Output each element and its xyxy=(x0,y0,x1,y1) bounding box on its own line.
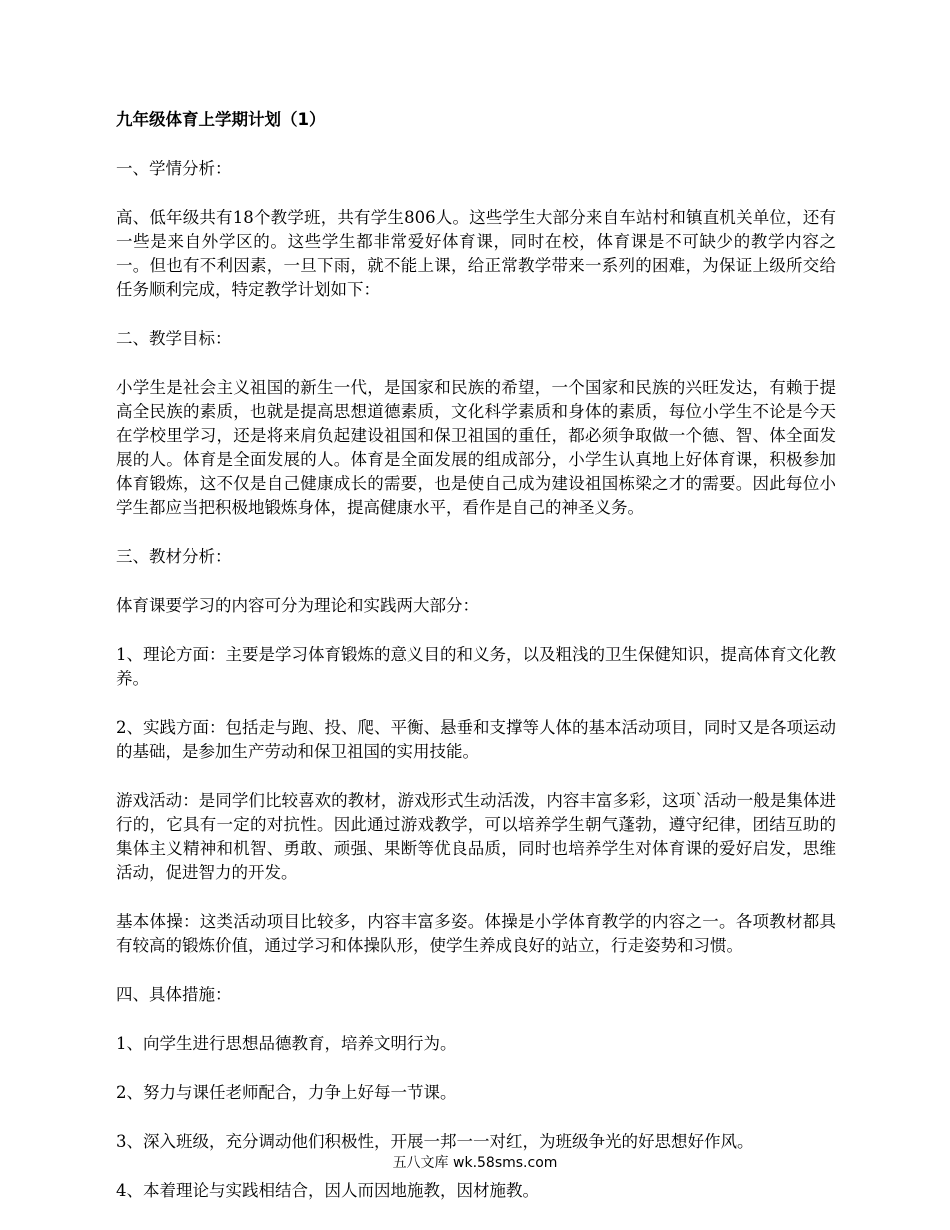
document-title: 九年级体育上学期计划（1） xyxy=(116,110,326,129)
list-item: 3、深入班级，充分调动他们积极性，开展一邦一一对红，为班级争光的好思想好作风。 xyxy=(116,1132,754,1151)
paragraph-games: 游戏活动：是同学们比较喜欢的教材，游戏形式生动活泼，内容丰富多彩，这项`活动一般是集体进行的，它具有一定的对抗性。因此通过游戏教学，可以培养学生朝气蓬勃，遵守纪律，团结互助的集体主义精神和机智、勇敢、顽强、果断等优良品质，同时也培养学生对体育课的爱好启发，思维活动，促进智力的开发。 xyxy=(116,791,836,882)
document-page xyxy=(116,108,836,1228)
paragraph-student-analysis: 高、低年级共有18个教学班，共有学生806人。这些学生大部分来自车站村和镇直机关单位，还有一些是来自外学区的。这些学生都非常爱好体育课，同时在校，体育课是不可缺少的教学内容之一。但也有不利因素，一旦下雨，就不能上课，给正常教学带来一系列的困难，为保证上级所交给任务顺利完成，特定教学计划如下： xyxy=(116,208,836,299)
paragraph-materials-intro: 体育课要学习的内容可分为理论和实践两大部分： xyxy=(116,596,479,615)
section-heading-analysis: 一、学情分析： xyxy=(116,159,232,178)
paragraph-teaching-goals: 小学生是社会主义祖国的新生一代，是国家和民族的希望，一个国家和民族的兴旺发达，有赖于提高全民族的素质，也就是提高思想道德素质，文化科学素质和身体的素质，每位小学生不论是今天在学校里学习，还是将来肩负起建设祖国和保卫祖国的重任，都必须争取做一个德、智、体全面发展的人。体育是全面发展的人。体育是全面发展的组成部分，小学生认真地上好体育课，积极参加体育锻炼，这不仅是自己健康成长的需要，也是使自己成为建设祖国栋梁之才的需要。因此每位小学生都应当把积极地锻炼身体，提高健康水平，看作是自己的神圣义务。 xyxy=(116,378,836,517)
list-item: 1、向学生进行思想品德教育，培养文明行为。 xyxy=(116,1034,457,1053)
footer-watermark: 五八文库 wk.58sms.com xyxy=(392,1155,558,1171)
paragraph-theory: 1、理论方面：主要是学习体育锻炼的意义目的和义务，以及粗浅的卫生保健知识，提高体育文化教养。 xyxy=(116,645,836,688)
list-item: 4、本着理论与实践相结合，因人而因地施教，因材施教。 xyxy=(116,1181,539,1200)
section-heading-goals: 二、教学目标： xyxy=(116,329,232,348)
section-heading-materials: 三、教材分析： xyxy=(116,547,232,566)
paragraph-practice: 2、实践方面：包括走与跑、投、爬、平衡、悬垂和支撑等人体的基本活动项目，同时又是各项运动的基础，是参加生产劳动和保卫祖国的实用技能。 xyxy=(116,718,836,761)
list-item: 2、努力与课任老师配合，力争上好每一节课。 xyxy=(116,1083,457,1102)
paragraph-gymnastics: 基本体操：这类活动项目比较多，内容丰富多姿。体操是小学体育教学的内容之一。各项教材都具有较高的锻炼价值，通过学习和体操队形，使学生养成良好的站立，行走姿势和习惯。 xyxy=(116,912,836,955)
section-heading-measures: 四、具体措施： xyxy=(116,985,232,1004)
